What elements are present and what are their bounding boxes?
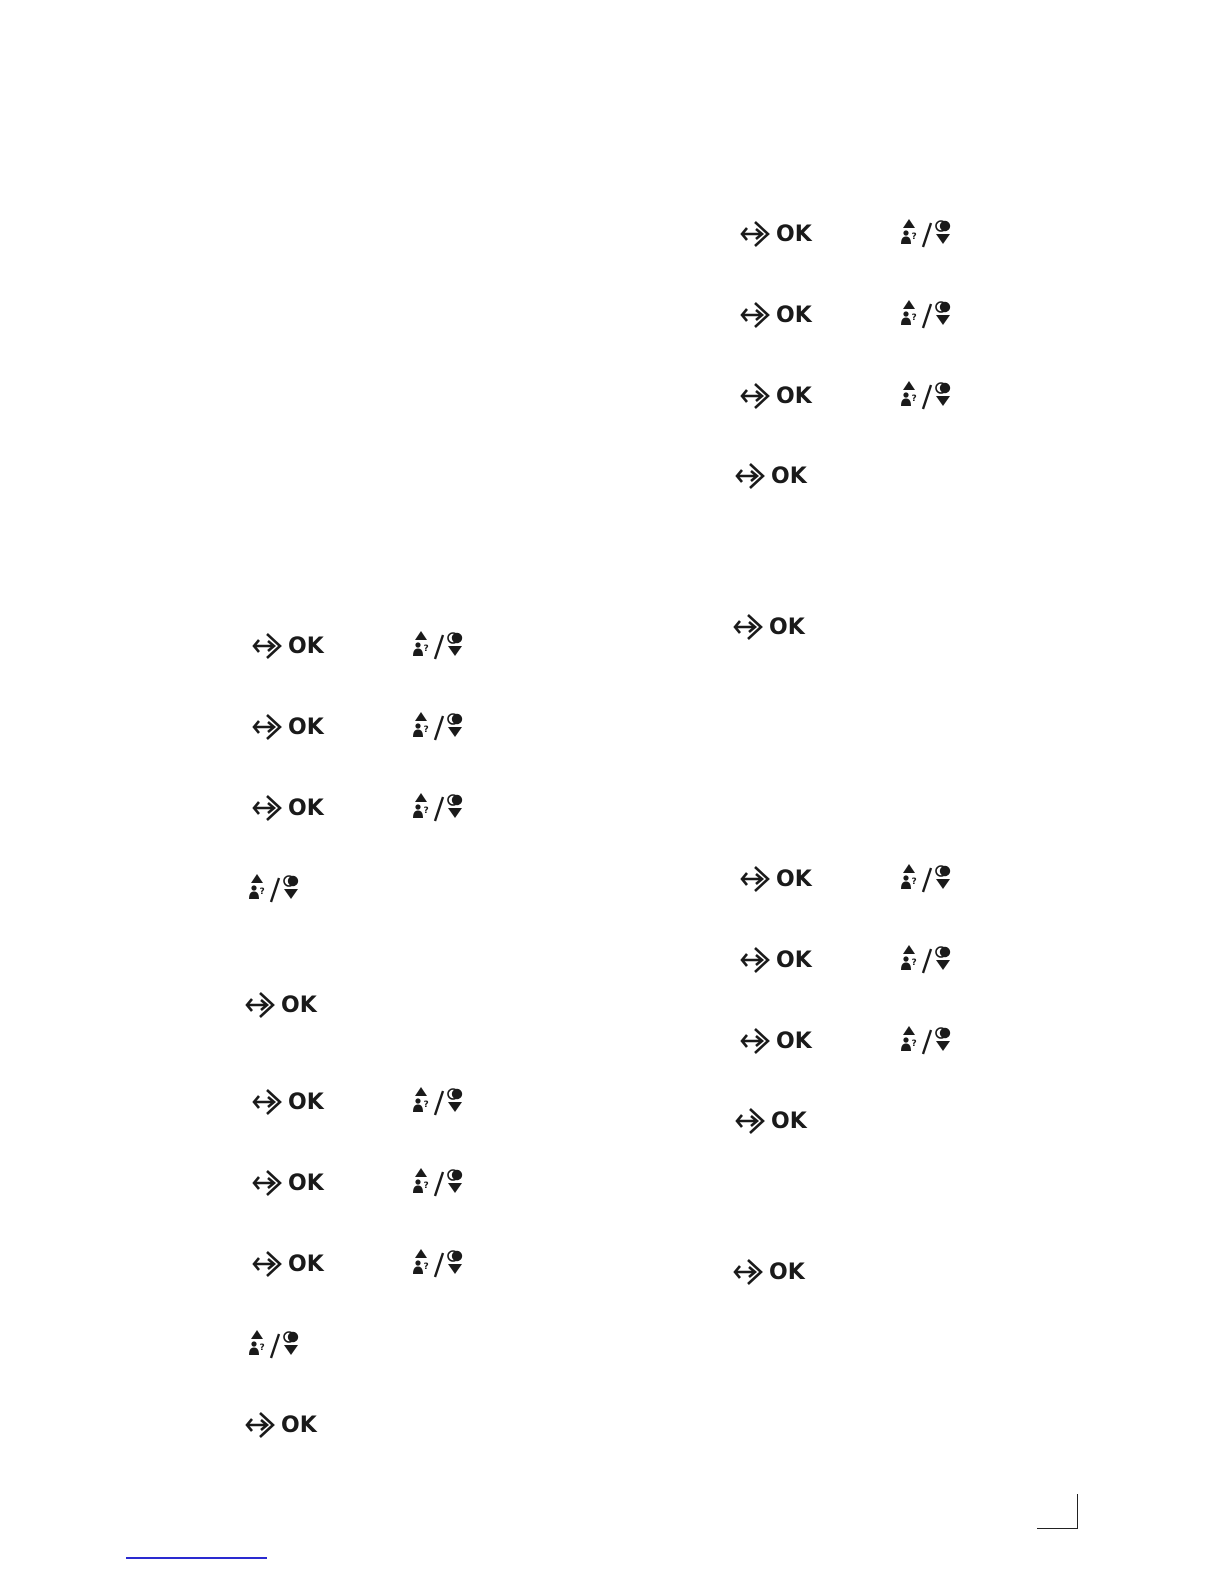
ok-key-glyph [250, 631, 324, 661]
nav-key-glyph [248, 1329, 302, 1363]
nav-key-glyph [900, 863, 954, 897]
ok-label: OK [771, 1108, 807, 1134]
ok-key-glyph [738, 1026, 812, 1056]
nav-key-glyph [412, 1086, 466, 1120]
enter-arrow-icon [731, 1257, 765, 1287]
ok-key-glyph [733, 461, 807, 491]
ok-label: OK [288, 1170, 324, 1196]
enter-arrow-icon [243, 990, 277, 1020]
ok-key-glyph [250, 1168, 324, 1198]
nav-key-glyph [412, 1167, 466, 1201]
footer-rule [126, 1557, 267, 1559]
ok-key-glyph [738, 300, 812, 330]
enter-arrow-icon [250, 793, 284, 823]
ok-key-glyph [250, 712, 324, 742]
ok-key-glyph [250, 1087, 324, 1117]
ok-key-glyph [738, 864, 812, 894]
up-down-arrow-icon [900, 1025, 954, 1059]
ok-key-glyph [738, 945, 812, 975]
crop-corner-mark [1037, 1494, 1078, 1529]
up-down-arrow-icon [412, 792, 466, 826]
up-down-arrow-icon [412, 1167, 466, 1201]
ok-key-glyph [731, 612, 805, 642]
enter-arrow-icon [738, 1026, 772, 1056]
enter-arrow-icon [250, 1087, 284, 1117]
ok-label: OK [776, 302, 812, 328]
nav-key-glyph [412, 1248, 466, 1282]
nav-key-glyph [412, 711, 466, 745]
nav-key-glyph [900, 218, 954, 252]
ok-key-glyph [738, 219, 812, 249]
enter-arrow-icon [731, 612, 765, 642]
up-down-arrow-icon [412, 630, 466, 664]
up-down-arrow-icon [248, 873, 302, 907]
up-down-arrow-icon [900, 863, 954, 897]
enter-arrow-icon [733, 461, 767, 491]
enter-arrow-icon [738, 864, 772, 894]
enter-arrow-icon [738, 381, 772, 411]
ok-key-glyph [733, 1106, 807, 1136]
ok-key-glyph [731, 1257, 805, 1287]
ok-label: OK [776, 947, 812, 973]
enter-arrow-icon [250, 1168, 284, 1198]
ok-key-glyph [250, 1249, 324, 1279]
nav-key-glyph [412, 792, 466, 826]
enter-arrow-icon [738, 300, 772, 330]
ok-label: OK [288, 1251, 324, 1277]
ok-label: OK [288, 1089, 324, 1115]
ok-label: OK [776, 221, 812, 247]
ok-label: OK [776, 1028, 812, 1054]
nav-key-glyph [900, 299, 954, 333]
enter-arrow-icon [250, 631, 284, 661]
ok-key-glyph [243, 990, 317, 1020]
ok-key-glyph [738, 381, 812, 411]
up-down-arrow-icon [412, 711, 466, 745]
up-down-arrow-icon [412, 1248, 466, 1282]
up-down-arrow-icon [248, 1329, 302, 1363]
ok-label: OK [288, 795, 324, 821]
nav-key-glyph [412, 630, 466, 664]
ok-key-glyph [243, 1410, 317, 1440]
up-down-arrow-icon [900, 218, 954, 252]
ok-label: OK [776, 383, 812, 409]
enter-arrow-icon [250, 712, 284, 742]
ok-label: OK [281, 992, 317, 1018]
ok-label: OK [769, 614, 805, 640]
up-down-arrow-icon [900, 299, 954, 333]
up-down-arrow-icon [412, 1086, 466, 1120]
enter-arrow-icon [250, 1249, 284, 1279]
ok-label: OK [776, 866, 812, 892]
ok-label: OK [288, 714, 324, 740]
ok-label: OK [288, 633, 324, 659]
nav-key-glyph [900, 944, 954, 978]
ok-label: OK [769, 1259, 805, 1285]
ok-label: OK [281, 1412, 317, 1438]
nav-key-glyph [900, 1025, 954, 1059]
enter-arrow-icon [733, 1106, 767, 1136]
ok-key-glyph [250, 793, 324, 823]
up-down-arrow-icon [900, 380, 954, 414]
nav-key-glyph [248, 873, 302, 907]
enter-arrow-icon [738, 219, 772, 249]
nav-key-glyph [900, 380, 954, 414]
enter-arrow-icon [738, 945, 772, 975]
up-down-arrow-icon [900, 944, 954, 978]
enter-arrow-icon [243, 1410, 277, 1440]
ok-label: OK [771, 463, 807, 489]
